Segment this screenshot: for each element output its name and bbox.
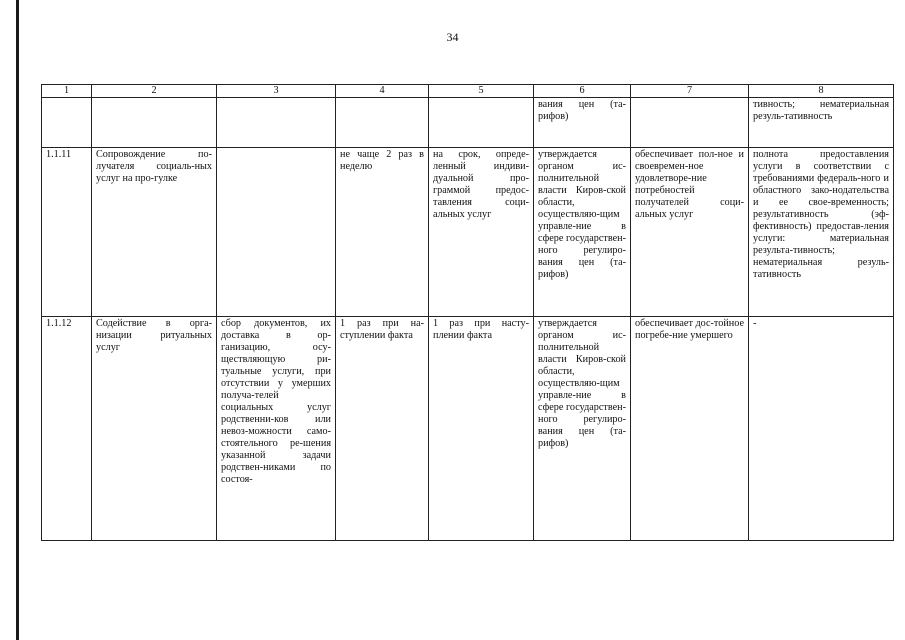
service-name: Содействие в орга-низации ритуальных услуг	[92, 317, 217, 541]
column-header: 7	[631, 85, 749, 98]
continuation-row	[42, 98, 894, 148]
column-header: 2	[92, 85, 217, 98]
table-cell-indicators: тивность; нематериальная резуль-тативность	[749, 98, 894, 148]
table-row	[42, 148, 894, 317]
service-name: Сопровождение по-лучателя социаль-ных услуг на про-гулке	[92, 148, 217, 317]
row-number: 1.1.11	[42, 148, 92, 317]
service-content	[217, 148, 336, 317]
page-number: 34	[446, 30, 459, 44]
service-term: 1 раз при насту-плении факта	[429, 317, 534, 541]
service-frequency: не чаще 2 раз в неделю	[336, 148, 429, 317]
column-header: 1	[42, 85, 92, 98]
service-standard: обеспечивает пол-ное и своевремен-ное удовлетворе-ние потребностей получателей соци-альных услуг	[631, 148, 749, 317]
table-cell	[429, 98, 534, 148]
service-standard: обеспечивает дос-тойное погребе-ние умершего	[631, 317, 749, 541]
services-table	[41, 84, 894, 541]
service-term: на срок, опреде-ленный индиви-дуальной про-граммой предос-тавления соци-альных услуг	[429, 148, 534, 317]
column-header: 3	[217, 85, 336, 98]
service-tariff: утверждается органом ис-полнительной власти Киров-ской области, осуществляю-щим управле-ние в сфере государствен-ного регулиро-вания цен (та-рифов)	[534, 317, 631, 541]
service-indicators: -	[749, 317, 894, 541]
table-cell	[336, 98, 429, 148]
row-number: 1.1.12	[42, 317, 92, 541]
column-header: 4	[336, 85, 429, 98]
column-header: 6	[534, 85, 631, 98]
column-header: 8	[749, 85, 894, 98]
service-indicators: полнота предоставления услуги в соответствии с требованиями федераль-ного и областного зако-нодательства и ее свое-временность; результативность (эф-фективность) предостав-ления услуги: материальная результа-тивность; нематериальная резуль-тативность	[749, 148, 894, 317]
table-row	[42, 317, 894, 541]
service-frequency: 1 раз при на-ступлении факта	[336, 317, 429, 541]
service-tariff: утверждается органом ис-полнительной власти Киров-ской области, осуществляю-щим управле-ние в сфере государствен-ного регулиро-вания цен (та-рифов)	[534, 148, 631, 317]
table-cell	[631, 98, 749, 148]
page-left-border	[16, 0, 19, 640]
table-cell	[217, 98, 336, 148]
table-cell	[92, 98, 217, 148]
table-cell	[42, 98, 92, 148]
column-numbers-row	[42, 85, 894, 98]
column-header: 5	[429, 85, 534, 98]
service-content: сбор документов, их доставка в ор-ганизацию, осу-ществляющую ри-туальные услуги, при отсутствии у умерших получа-телей социальных услуг родственни-ков или невоз-можности само-стоятельного ре-шения указанной задачи родствен-никами по состоя-	[217, 317, 336, 541]
table-cell-tariff: вания цен (та-рифов)	[534, 98, 631, 148]
